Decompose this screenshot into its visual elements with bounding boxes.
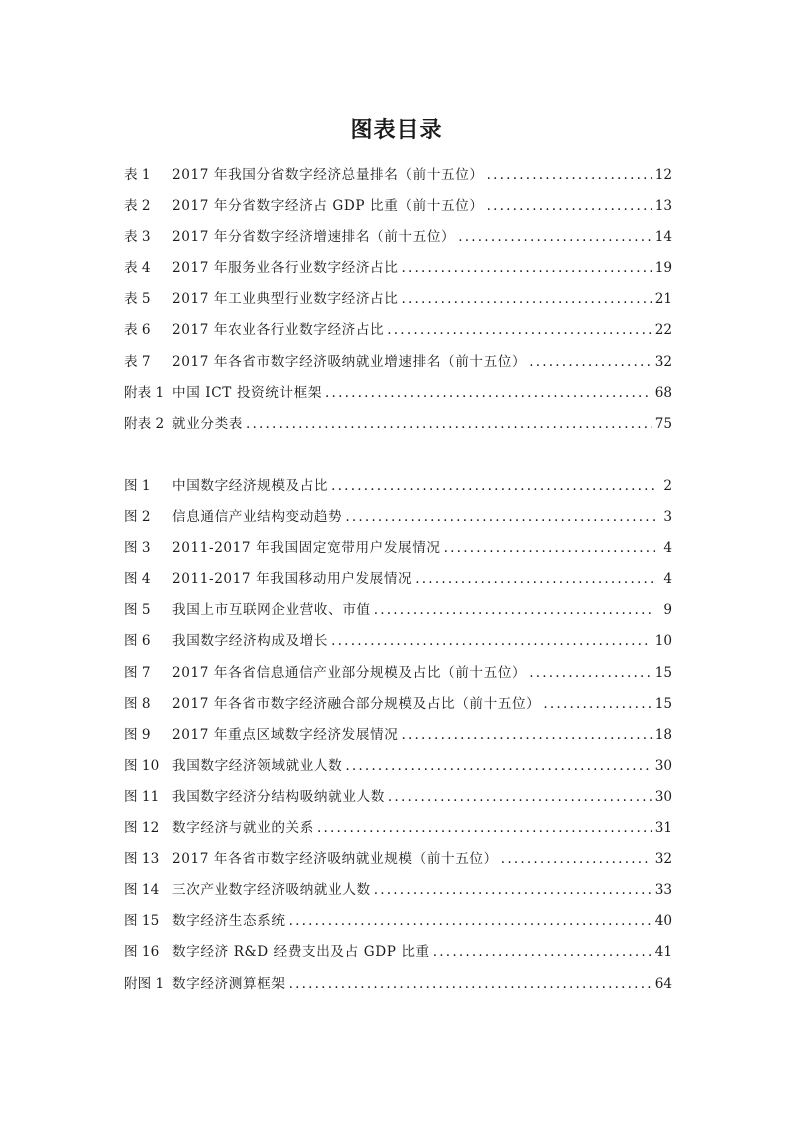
dot-leader: [543, 690, 651, 718]
entry-label: 图 4: [124, 571, 151, 588]
entry-label: 图 11: [124, 788, 160, 805]
entry-label: 图 8: [124, 695, 151, 712]
dot-leader: [401, 285, 651, 313]
dot-leader: [415, 565, 655, 593]
entry-label: 表 2: [124, 198, 151, 215]
entry-page-number: 21: [654, 291, 672, 308]
entry-title: 2017 年各省市数字经济吸纳就业规模（前十五位）: [172, 851, 498, 868]
entry-label: 表 4: [124, 260, 151, 277]
entry-title: 2017 年重点区域数字经济发展情况: [172, 726, 399, 743]
dot-leader: [387, 316, 651, 344]
entry-title: 数字经济测算框架: [172, 975, 286, 992]
entry-page-number: 31: [654, 820, 672, 837]
toc-entry[interactable]: [124, 379, 672, 410]
dot-leader: [529, 348, 652, 376]
entry-label: 图 3: [124, 540, 151, 557]
entry-label: 表 6: [124, 322, 151, 339]
entry-label: 表 5: [124, 291, 151, 308]
toc-entry[interactable]: [124, 783, 672, 814]
entry-page-number: 2: [663, 478, 672, 494]
entry-title: 数字经济生态系统: [172, 913, 286, 930]
dot-leader: [374, 596, 655, 624]
dot-leader: [529, 659, 652, 687]
entry-label: 图 9: [124, 726, 151, 743]
entry-page-number: 4: [663, 571, 672, 588]
entry-page-number: 30: [654, 757, 672, 774]
toc-entry[interactable]: [124, 659, 672, 690]
toc-entry[interactable]: [124, 690, 672, 721]
entry-label: 图 15: [124, 913, 160, 930]
toc-entry[interactable]: [124, 721, 672, 752]
toc-entry[interactable]: [124, 845, 672, 876]
entry-label: 表 1: [124, 167, 151, 183]
entry-title: 我国数字经济构成及增长: [172, 633, 329, 650]
entry-label: 图 6: [124, 633, 151, 650]
toc-entry[interactable]: [124, 627, 672, 658]
entry-page-number: 33: [654, 882, 672, 899]
entry-title: 2017 年分省数字经济占 GDP 比重（前十五位）: [172, 198, 484, 215]
toc-entry[interactable]: [124, 285, 672, 316]
dot-leader: [501, 845, 652, 873]
toc-entry[interactable]: [124, 752, 672, 783]
entry-page-number: 40: [654, 913, 672, 930]
entry-title: 2017 年各省市数字经济吸纳就业增速排名（前十五位）: [172, 353, 527, 370]
dot-leader: [331, 627, 652, 655]
figures-toc-list: [124, 472, 672, 1001]
entry-title: 2017 年各省信息通信产业部分规模及占比（前十五位）: [172, 664, 527, 681]
entry-page-number: 13: [654, 198, 672, 215]
toc-entry[interactable]: [124, 472, 672, 503]
entry-label: 图 2: [124, 509, 151, 526]
entry-label: 图 5: [124, 602, 151, 619]
toc-entry[interactable]: [124, 534, 672, 565]
entry-title: 信息通信产业结构变动趋势: [172, 509, 343, 526]
entry-page-number: 14: [654, 229, 672, 246]
dot-leader: [331, 472, 655, 500]
entry-page-number: 75: [654, 415, 672, 432]
toc-entry[interactable]: [124, 316, 672, 347]
entry-label: 表 3: [124, 229, 151, 246]
dot-leader: [374, 876, 652, 904]
entry-title: 2011-2017 年我国移动用户发展情况: [172, 571, 413, 588]
toc-entry[interactable]: [124, 161, 672, 192]
entry-page-number: 18: [654, 726, 672, 743]
entry-label: 附图 1: [124, 975, 165, 992]
dot-leader: [345, 752, 651, 780]
entry-page-number: 22: [654, 322, 672, 339]
toc-entry[interactable]: [124, 503, 672, 534]
dot-leader: [388, 783, 652, 811]
entry-page-number: 32: [654, 353, 672, 370]
entry-title: 2017 年我国分省数字经济总量排名（前十五位）: [172, 167, 484, 183]
toc-entry[interactable]: [124, 565, 672, 596]
entry-page-number: 19: [654, 260, 672, 277]
entry-page-number: 15: [654, 664, 672, 681]
toc-entry[interactable]: [124, 348, 672, 379]
entry-label: 图 16: [124, 944, 160, 961]
toc-entry[interactable]: [124, 192, 672, 223]
entry-title: 数字经济 R&D 经费支出及占 GDP 比重: [172, 944, 430, 961]
dot-leader: [325, 379, 652, 407]
dot-leader: [444, 534, 655, 562]
dot-leader: [401, 254, 651, 282]
entry-page-number: 4: [663, 540, 672, 557]
entry-page-number: 12: [654, 167, 672, 183]
toc-entry[interactable]: [124, 970, 672, 1001]
dot-leader: [487, 192, 652, 220]
entry-page-number: 10: [654, 633, 672, 650]
entry-title: 就业分类表: [172, 415, 243, 432]
dot-leader: [289, 970, 652, 998]
entry-title: 2011-2017 年我国固定宽带用户发展情况: [172, 540, 441, 557]
dot-leader: [289, 907, 652, 935]
toc-entry[interactable]: [124, 223, 672, 254]
entry-title: 我国数字经济领域就业人数: [172, 757, 343, 774]
entry-page-number: 68: [654, 384, 672, 401]
dot-leader: [401, 721, 651, 749]
entry-page-number: 30: [654, 788, 672, 805]
toc-entry[interactable]: [124, 876, 672, 907]
entry-page-number: 9: [663, 602, 672, 619]
entry-page-number: 32: [654, 851, 672, 868]
toc-entry[interactable]: [124, 254, 672, 285]
entry-label: 图 10: [124, 757, 160, 774]
entry-page-number: 64: [654, 975, 672, 992]
entry-title: 数字经济与就业的关系: [172, 820, 314, 837]
dot-leader: [345, 503, 655, 531]
entry-title: 中国数字经济规模及占比: [172, 478, 329, 494]
entry-page-number: 15: [654, 695, 672, 712]
entry-label: 附表 1: [124, 384, 165, 401]
entry-label: 图 13: [124, 851, 160, 868]
entry-title: 中国 ICT 投资统计框架: [172, 384, 323, 401]
entry-label: 表 7: [124, 353, 151, 370]
entry-title: 2017 年各省市数字经济融合部分规模及占比（前十五位）: [172, 695, 541, 712]
toc-entry[interactable]: [124, 596, 672, 627]
entry-title: 2017 年农业各行业数字经济占比: [172, 322, 385, 339]
entry-title: 三次产业数字经济吸纳就业人数: [172, 882, 371, 899]
page-title: 图表目录: [350, 117, 443, 143]
entry-title: 2017 年分省数字经济增速排名（前十五位）: [172, 229, 456, 246]
entry-label: 图 12: [124, 820, 160, 837]
entry-label: 图 14: [124, 882, 160, 899]
toc-entry[interactable]: [124, 814, 672, 845]
entry-title: 2017 年工业典型行业数字经济占比: [172, 291, 399, 308]
entry-label: 图 1: [124, 478, 151, 494]
entry-page-number: 41: [654, 944, 672, 961]
dot-leader: [433, 938, 652, 966]
dot-leader: [458, 223, 651, 251]
entry-title: 我国上市互联网企业营收、市值: [172, 602, 371, 619]
entry-label: 附表 2: [124, 415, 165, 432]
dot-leader: [317, 814, 652, 842]
dot-leader: [487, 161, 652, 189]
entry-label: 图 7: [124, 664, 151, 681]
dot-leader: [246, 410, 652, 438]
entry-page-number: 3: [663, 509, 672, 526]
toc-entry[interactable]: [124, 938, 672, 969]
entry-title: 2017 年服务业各行业数字经济占比: [172, 260, 399, 277]
toc-entry[interactable]: [124, 907, 672, 938]
toc-entry[interactable]: [124, 410, 672, 441]
tables-toc-list: [124, 161, 672, 441]
entry-title: 我国数字经济分结构吸纳就业人数: [172, 788, 385, 805]
